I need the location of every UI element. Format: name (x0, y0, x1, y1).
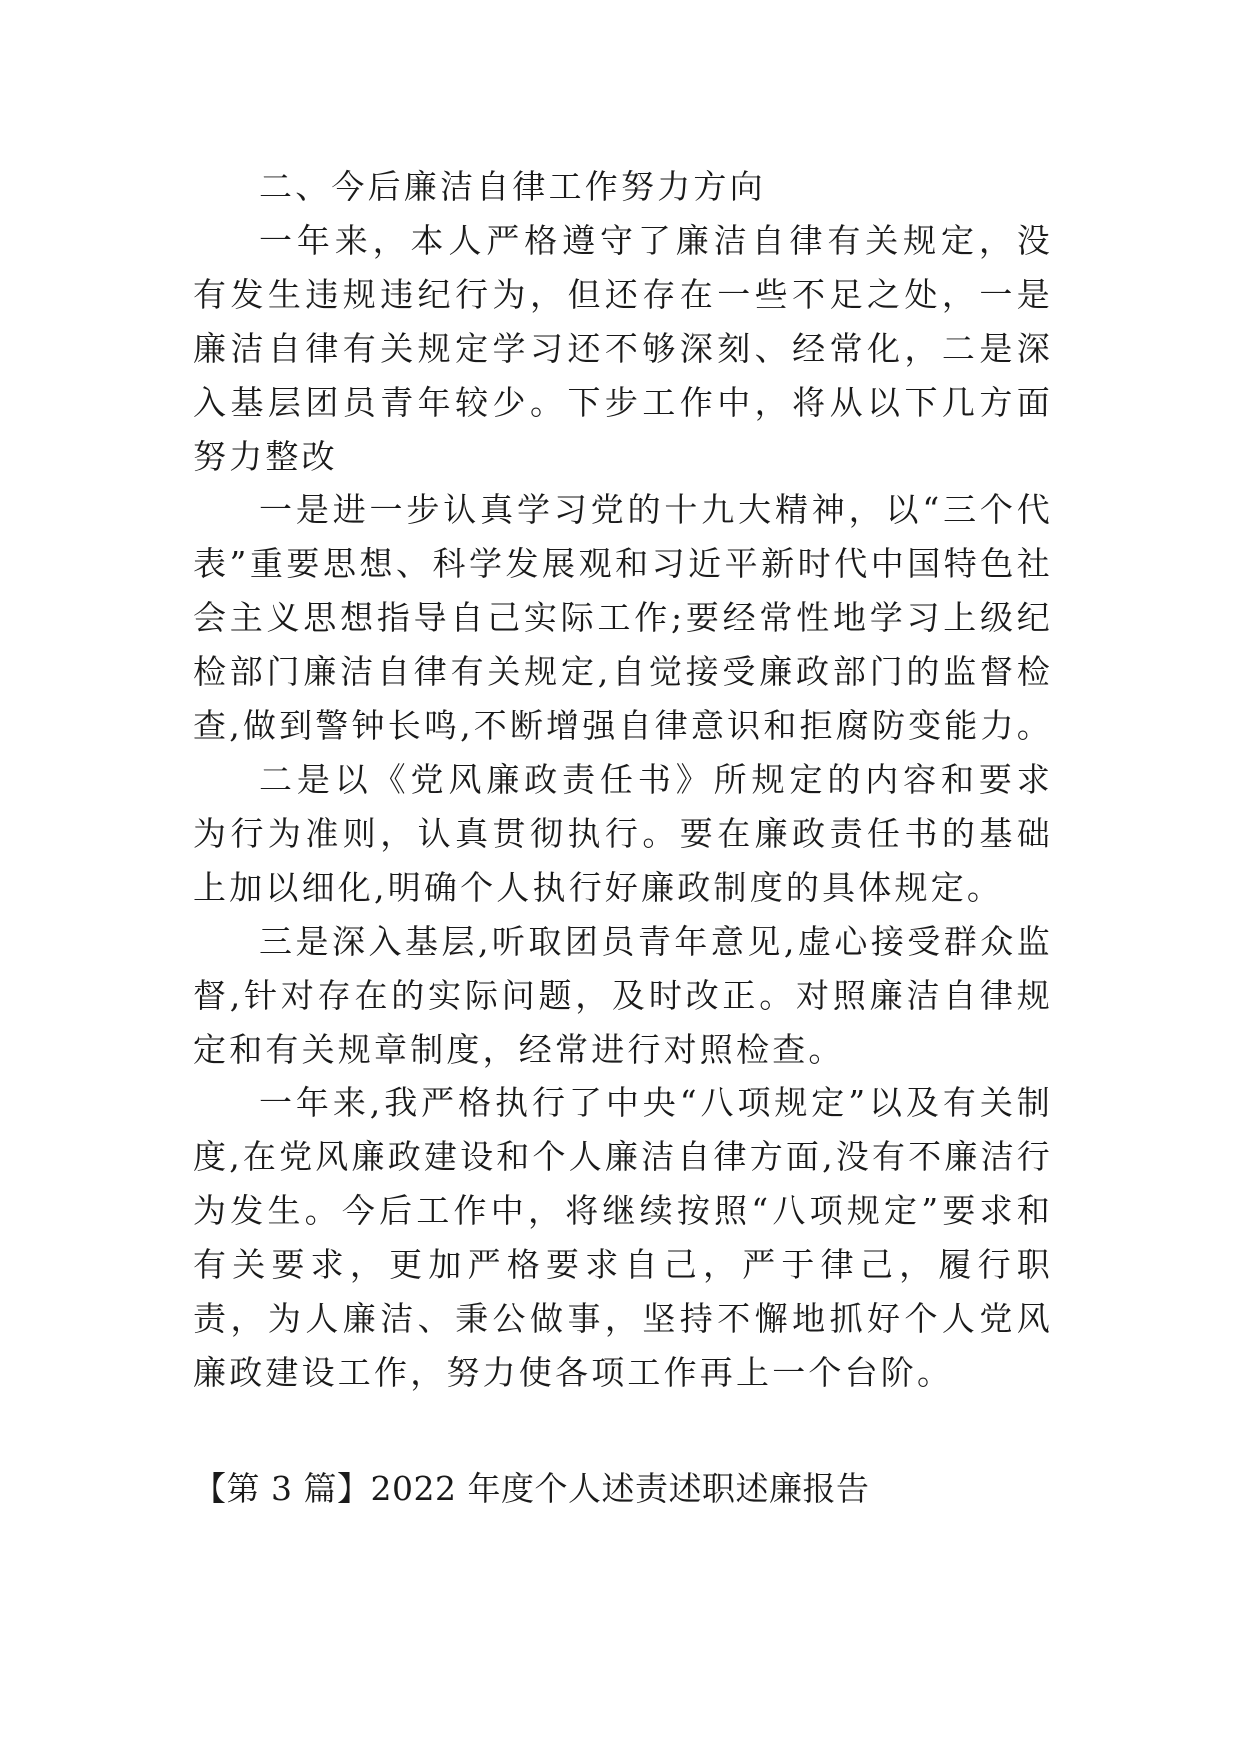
paragraph-self-assessment: 一年来，本人严格遵守了廉洁自律有关规定，没有发生违规违纪行为，但还存在一些不足之处，一是廉洁自律有关规定学习还不够深刻、经常化，二是深入基层团员青年较少。下步工作中，将从以下几方面努力整改 (193, 220, 1053, 476)
paragraph-measure-3: 三是深入基层,听取团员青年意见,虚心接受群众监督,针对存在的实际问题，及时改正。对照廉洁自律规定和有关规章制度，经常进行对照检查。 (193, 921, 1053, 1069)
paragraph-heading-section-2: 二、今后廉洁自律工作努力方向 (259, 167, 766, 206)
paragraph-measure-1: 一是进一步认真学习党的十九大精神，以“三个代表”重要思想、科学发展观和习近平新时代中国特色社会主义思想指导自己实际工作;要经常性地学习上级纪检部门廉洁自律有关规定,自觉接受廉政部门的监督检查,做到警钟长鸣,不断增强自律意识和拒腐防变能力。 (193, 490, 1053, 746)
paragraph-summary: 一年来,我严格执行了中央“八项规定”以及有关制度,在党风廉政建设和个人廉洁自律方面,没有不廉洁行为发生。今后工作中，将继续按照“八项规定”要求和有关要求，更加严格要求自己，严于律己，履行职责，为人廉洁、秉公做事，坚持不懈地抓好个人党风廉政建设工作，努力使各项工作再上一个台阶。 (193, 1083, 1053, 1392)
next-section-heading: 【第 3 篇】2022 年度个人述责述职述廉报告 (193, 1469, 870, 1508)
document-body (193, 160, 1053, 1400)
paragraph-measure-2: 二是以《党风廉政责任书》所规定的内容和要求为行为准则，认真贯彻执行。要在廉政责任书的基础上加以细化,明确个人执行好廉政制度的具体规定。 (193, 759, 1053, 907)
